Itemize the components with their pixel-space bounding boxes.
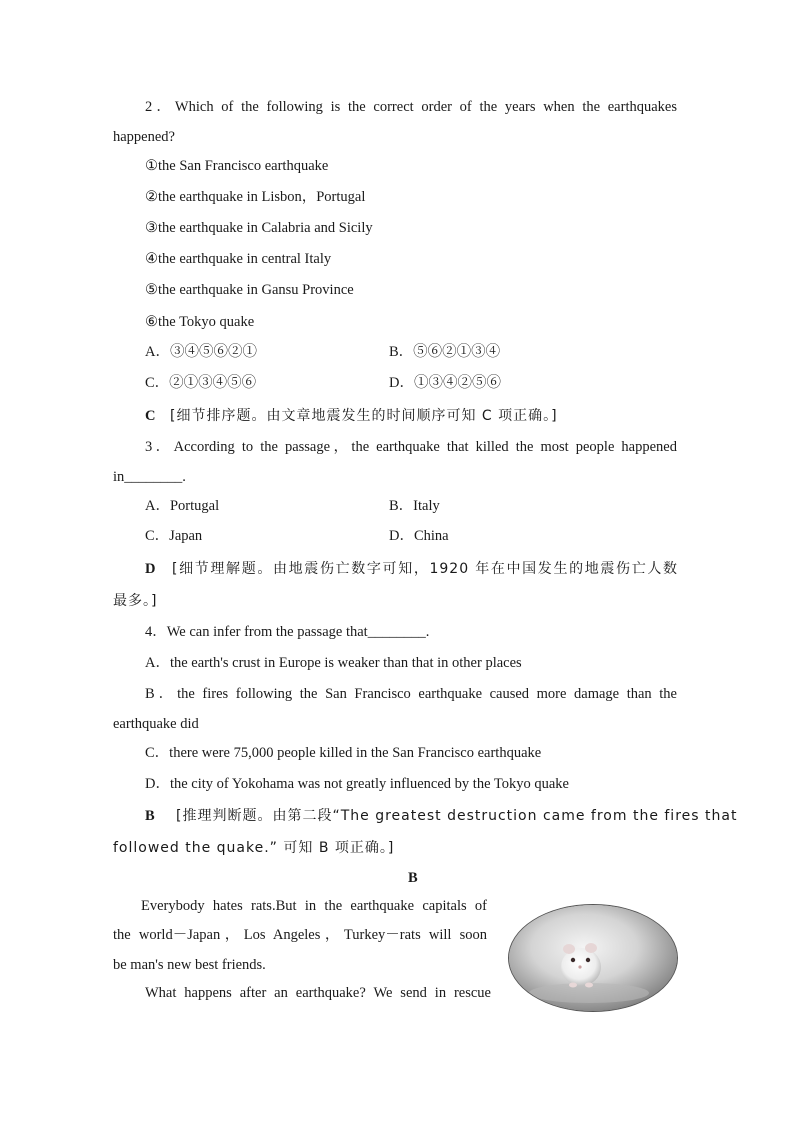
passage-b-line2: the world－Japan，Los Angeles，Turkey－rats will soon [113, 927, 487, 943]
q2-item-1: ①the San Francisco earthquake [145, 158, 329, 174]
q4-option-d: D．the city of Yokohama was not greatly influenced by the Tokyo quake [145, 776, 569, 792]
q3-option-a: A．Portugal [145, 498, 220, 514]
q2-stem-line1: 2．Which of the following is the correct order of the years when the earthquakes [145, 99, 677, 115]
q4-answer: B [145, 808, 155, 824]
q2-item-3: ③the earthquake in Calabria and Sicily [145, 220, 373, 236]
q2-item-6: ⑥the Tokyo quake [145, 314, 255, 330]
rat-photo [508, 904, 678, 1012]
q2-option-b: B．⑤⑥②①③④ [389, 344, 501, 360]
q3-explanation-line1: [细节理解题。由地震伤亡数字可知，1920 年在中国发生的地震伤亡人数 [172, 561, 678, 577]
q2-item-2: ②the earthquake in Lisbon，Portugal [145, 189, 366, 205]
q3-explanation-line2: 最多。] [113, 593, 158, 609]
passage-b-line1: Everybody hates rats.But in the earthquake capitals of [141, 898, 487, 914]
q3-option-b: B．Italy [389, 498, 440, 514]
q2-answer: C [145, 408, 156, 424]
q4-explanation-line2: followed the quake.” 可知 B 项正确。] [113, 840, 395, 856]
q2-option-c: C．②①③④⑤⑥ [145, 375, 257, 391]
q4-explanation-line1: [推理判断题。由第二段“The greatest destruction came from the fires that [176, 808, 738, 824]
section-b-heading: B [408, 870, 418, 886]
passage-b-line4: What happens after an earthquake? We send in rescue [145, 985, 491, 1001]
q3-option-c: C．Japan [145, 528, 203, 544]
q4-stem: 4．We can infer from the passage that________. [145, 624, 430, 640]
q2-option-a: A．③④⑤⑥②① [145, 344, 257, 360]
q3-stem-line1: 3．According to the passage，the earthquake that killed the most people happened [145, 439, 677, 455]
passage-b-line3: be man's new best friends. [113, 957, 266, 973]
q2-item-5: ⑤the earthquake in Gansu Province [145, 282, 354, 298]
q3-stem-line2: in________. [113, 469, 186, 485]
q2-explanation: [细节排序题。由文章地震发生的时间顺序可知 C 项正确。] [170, 408, 558, 424]
q2-stem-line2: happened? [113, 129, 175, 145]
q4-option-b-line1: B．the fires following the San Francisco earthquake caused more damage than the [145, 686, 677, 702]
q4-option-a: A．the earth's crust in Europe is weaker than that in other places [145, 655, 522, 671]
q4-option-b-line2: earthquake did [113, 716, 199, 732]
q3-answer: D [145, 561, 156, 577]
q3-option-d: D．China [389, 528, 449, 544]
q2-item-4: ④the earthquake in central Italy [145, 251, 332, 267]
q4-option-c: C．there were 75,000 people killed in the San Francisco earthquake [145, 745, 542, 761]
q2-option-d: D．①③④②⑤⑥ [389, 375, 501, 391]
